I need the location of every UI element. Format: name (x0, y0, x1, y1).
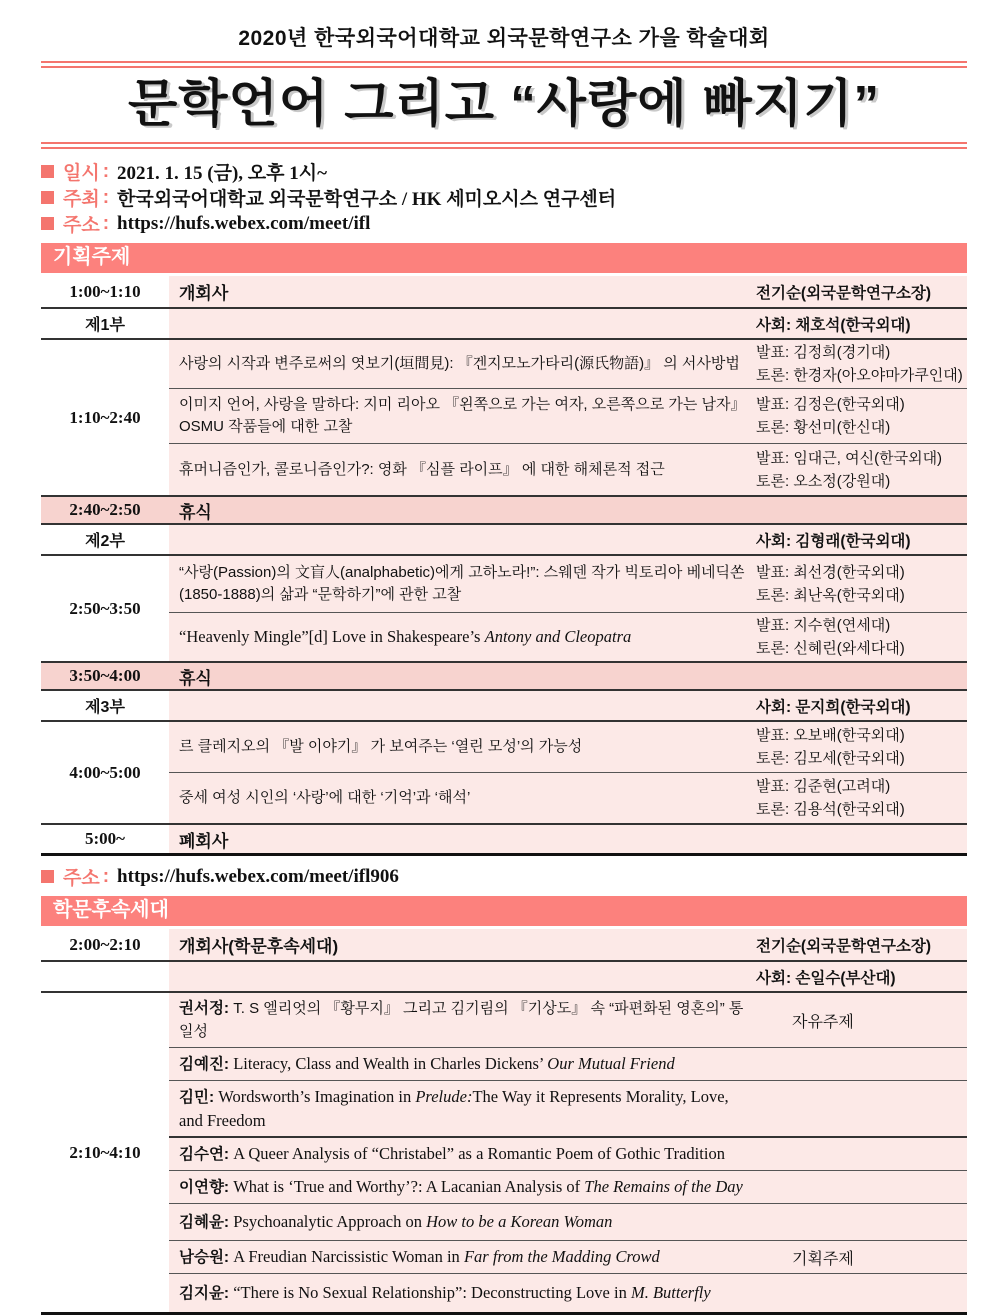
presenter: 발표: 지수현(연세대) (756, 617, 891, 634)
paper-row (169, 1047, 967, 1080)
time-opening-2: 2:00~2:10 (69, 934, 141, 954)
conference-program-poster (0, 26, 1008, 1302)
square-bullet-icon (41, 217, 54, 230)
conference-title: 문학언어 그리고 “사랑에 빠지기” (128, 75, 880, 132)
session-title: 이미지 언어, 사랑을 말하다: 지미 리아오 『왼쪽으로 가는 여자, 오른쪽으로 가는 남자』 OSMU 작품들에 대한 고찰 (179, 396, 746, 435)
host-label: 주최 (63, 189, 100, 210)
session-row (169, 388, 967, 443)
part3-chair: 사회: 문지희(한국외대) (756, 698, 911, 716)
row-opening-ceremony-2 (41, 929, 967, 962)
time-papers: 2:10~4:10 (69, 1142, 141, 1162)
session-title: 사랑의 시작과 변주로써의 엿보기(垣間見): 『겐지모노가타리(源氏物語)』 의 서사방법 (179, 355, 740, 372)
session-title: 휴머니즘인가, 콜로니즘인가?: 영화 『심플 라이프』 에 대한 해체론적 접근 (179, 460, 665, 478)
row-chair-2 (41, 962, 967, 993)
theme-tag: 자유주제 (792, 1013, 854, 1031)
time-break1: 2:40~2:50 (69, 500, 141, 519)
paper-title: 남승원: A Freudian Narcissistic Woman in Far from the Madding Crowd (179, 1247, 660, 1266)
part3-label: 제3부 (85, 699, 125, 716)
host-value: 한국외국어대학교 외국문학연구소 / HK 세미오시스 연구센터 (117, 189, 617, 210)
paper-title: 김수연: A Queer Analysis of “Christabel” as a Romantic Poem of Gothic Tradition (179, 1144, 725, 1163)
time-part2: 2:50~3:50 (69, 598, 141, 618)
session-row (169, 443, 967, 495)
presenter: 발표: 오보배(한국외대) (756, 727, 905, 744)
url-label: 주소 (63, 215, 100, 236)
paper-title: 이연향: What is ‘True and Worthy’?: A Lacanian Analysis of The Remains of the Day (179, 1177, 743, 1196)
conference-supertitle: 2020년 한국외국어대학교 외국문학연구소 가을 학술대회 (238, 27, 770, 50)
session-speakers (756, 444, 967, 495)
presenter: 발표: 임대근, 여신(한국외대) (756, 449, 943, 467)
session-title: “Heavenly Mingle”[d] Love in Shakespeare’s Antony and Cleopatra (179, 626, 632, 646)
program-table-planned-topic (41, 276, 967, 856)
paper-title: 권서정: T. S 엘리엇의 『황무지』 그리고 김기림의 『기상도』 속 “파편화된 영혼의” 통일성 (179, 1000, 744, 1040)
paper-title: 김지윤: “There is No Sexual Relationship”: Deconstructing Love in M. Butterfly (179, 1283, 711, 1302)
discussant: 토론: 신혜린(와세다대) (756, 640, 905, 657)
paper-row (169, 1273, 967, 1312)
opening-speaker: 전기순(외국문학연구소장) (756, 284, 932, 302)
session-row (169, 772, 967, 823)
time-part1: 1:10~2:40 (69, 407, 141, 427)
url2-label: 주소 (63, 868, 100, 889)
closing-title: 폐회사 (179, 831, 229, 851)
session-row (169, 340, 967, 388)
presenter: 발표: 김정희(경기대) (756, 344, 891, 361)
date-label: 일시 (63, 163, 100, 184)
time-closing: 5:00~ (84, 829, 125, 848)
square-bullet-icon (41, 191, 54, 204)
session2-chair: 사회: 손일수(부산대) (756, 969, 896, 987)
break-label: 휴식 (179, 502, 212, 522)
discussant: 토론: 황선미(한신대) (756, 419, 891, 436)
program-table-emerging-scholars (41, 929, 967, 1315)
discussant: 토론: 한경자(아오야마가쿠인대) (756, 367, 963, 384)
row-closing-ceremony (41, 825, 967, 856)
square-bullet-icon (41, 870, 54, 883)
paper-row (169, 993, 967, 1047)
session-row (169, 612, 967, 661)
info-url: 주소 : https://hufs.webex.com/meet/ifl (41, 211, 967, 236)
paper-title: 김혜윤: Psychoanalytic Approach on How to be a Korean Woman (179, 1212, 613, 1231)
group-part3-sessions (41, 722, 967, 825)
discussant: 토론: 최난옥(한국외대) (756, 587, 905, 604)
presenter: 발표: 최선경(한국외대) (756, 564, 905, 581)
row-break-2 (41, 663, 967, 691)
paper-title: 김민: Wordsworth’s Imagination in Prelude:The Way it Represents Morality, Love, and Freedom (179, 1087, 729, 1130)
opening2-title: 개회사(학문후속세대) (179, 937, 339, 956)
break-label: 휴식 (179, 668, 212, 688)
row-break-1 (41, 497, 967, 525)
date-value: 2021. 1. 15 (금), 오후 1시~ (117, 163, 327, 184)
paper-row (169, 1136, 967, 1170)
double-rule-bottom (41, 142, 967, 149)
opening-title: 개회사 (179, 284, 229, 303)
time-empty (41, 962, 169, 991)
time-opening: 1:00~1:10 (69, 281, 141, 301)
part2-label: 제2부 (85, 533, 125, 550)
presenter: 발표: 김준현(고려대) (756, 778, 891, 795)
group-part2-sessions (41, 556, 967, 663)
theme-tag: 기획주제 (792, 1250, 854, 1268)
info-url-2: 주소 : https://hufs.webex.com/meet/ifl906 (41, 864, 967, 889)
paper-row (169, 1203, 967, 1240)
paper-title: 김예진: Literacy, Class and Wealth in Charles Dickens’ Our Mutual Friend (179, 1054, 675, 1073)
paper-row (169, 1170, 967, 1203)
section-bar-emerging-scholars: 학문후속세대 (41, 896, 967, 926)
webex-url2-link[interactable]: https://hufs.webex.com/meet/ifl906 (117, 865, 399, 887)
paper-row (169, 1080, 967, 1136)
row-part1-chair (41, 309, 967, 340)
paper-row (169, 1240, 967, 1273)
session-title: 르 클레지오의 『발 이야기』 가 보여주는 ‘열린 모성’의 가능성 (179, 738, 583, 755)
row-part3-chair (41, 691, 967, 722)
discussant: 토론: 김용석(한국외대) (756, 801, 905, 818)
opening2-speaker: 전기순(외국문학연구소장) (756, 937, 932, 955)
webex-url-link[interactable]: https://hufs.webex.com/meet/ifl (117, 212, 371, 234)
double-rule-top (41, 61, 967, 68)
time-part3: 4:00~5:00 (69, 762, 141, 782)
session-speakers (756, 722, 967, 772)
discussant: 토론: 오소정(강원대) (756, 472, 891, 490)
session-title: “사랑(Passion)의 文盲人(analphabetic)에게 고하노라!”: 스웨덴 작가 빅토리아 베네딕쏜 (1850-1888)의 삶과 “문학하기”에 관한 고찰 (179, 564, 745, 603)
session-speakers (756, 613, 967, 661)
discussant: 토론: 김모세(한국외대) (756, 750, 905, 767)
event-info (41, 159, 967, 236)
section-bar-planned-topic: 기획주제 (41, 243, 967, 273)
group-paper-sessions (41, 993, 967, 1315)
row-opening-ceremony (41, 276, 967, 309)
presenter: 발표: 김정은(한국외대) (756, 396, 905, 413)
part1-label: 제1부 (85, 317, 125, 334)
time-break2: 3:50~4:00 (69, 666, 141, 685)
info-host: 주최 : 한국외국어대학교 외국문학연구소 / HK 세미오시스 연구센터 (41, 185, 967, 210)
square-bullet-icon (41, 165, 54, 178)
session-speakers (756, 556, 967, 612)
group-part1-sessions (41, 340, 967, 497)
session-title: 중세 여성 시인의 ‘사랑’에 대한 ‘기억’과 ‘해석’ (179, 789, 471, 806)
info-date: 일시 : 2021. 1. 15 (금), 오후 1시~ (41, 159, 967, 184)
session-speakers (756, 340, 967, 388)
row-part2-chair (41, 525, 967, 556)
session-speakers (756, 389, 967, 443)
part1-chair: 사회: 채호석(한국외대) (756, 316, 911, 334)
session-row (169, 556, 967, 612)
part2-chair: 사회: 김형래(한국외대) (756, 532, 911, 550)
session-row (169, 722, 967, 772)
session-speakers (756, 773, 967, 823)
